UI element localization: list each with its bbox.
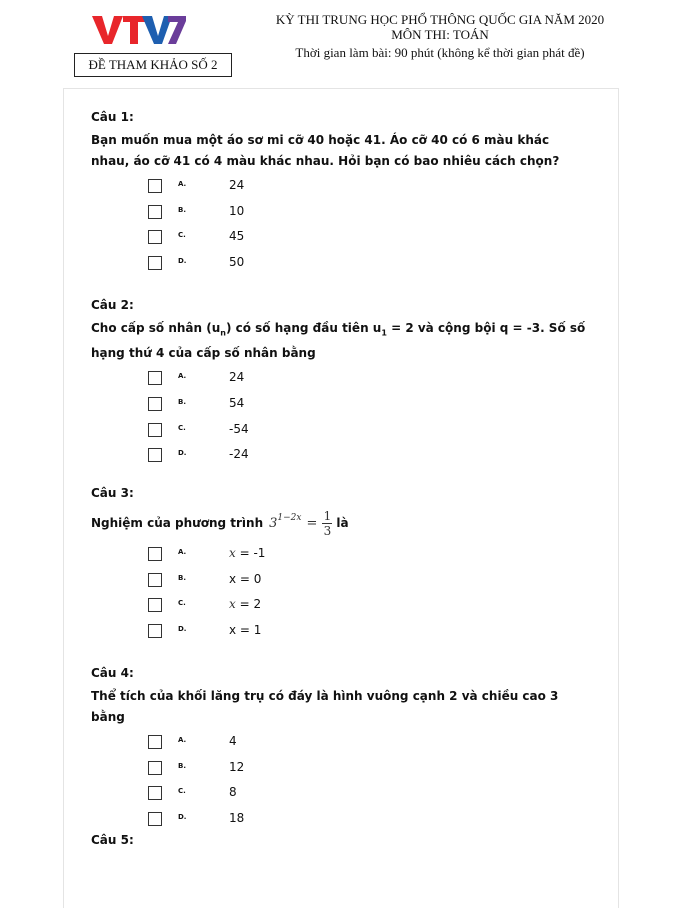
- option-c[interactable]: [91, 229, 591, 255]
- question-label: Câu 1:: [91, 110, 134, 124]
- option-value: x = 1: [229, 622, 262, 637]
- checkbox[interactable]: [148, 547, 162, 561]
- option-letter: C.: [178, 231, 186, 240]
- option-letter: D.: [178, 812, 187, 821]
- option-value: 54: [229, 395, 245, 410]
- option-d[interactable]: [91, 255, 591, 281]
- checkbox[interactable]: [148, 256, 162, 270]
- answer-options: [91, 178, 591, 280]
- option-letter: D.: [178, 449, 187, 458]
- question-label: Câu 2:: [91, 298, 134, 312]
- option-value: 4: [229, 734, 237, 748]
- exam-subject: MÔN THI: TOÁN: [391, 27, 489, 42]
- question-5: [91, 832, 591, 853]
- question-text: Thể tích của khối lăng trụ có đáy là hình vuông cạnh 2 và chiều cao 3 bằng: [91, 689, 559, 724]
- question-label: Câu 3:: [91, 486, 134, 500]
- option-value: -54: [229, 421, 249, 436]
- option-c[interactable]: [91, 422, 591, 448]
- question-4: [91, 665, 591, 836]
- option-d[interactable]: [91, 447, 591, 473]
- option-letter: A.: [178, 180, 187, 188]
- option-value: 8: [229, 785, 237, 800]
- option-a[interactable]: [91, 370, 591, 396]
- checkbox[interactable]: [148, 179, 162, 193]
- question-text: Cho cấp số nhân $(u_n)$ có số hạng đầu tiên $u_1 = 2$ và cộng bội q = -3. Số số hạng thứ 4 của cấp số nhân bằng: [91, 321, 586, 361]
- option-value: 10: [229, 203, 245, 218]
- option-value: 24: [229, 370, 245, 385]
- option-value: -24: [229, 447, 249, 462]
- option-letter: B.: [178, 205, 186, 214]
- option-value: 45: [229, 229, 245, 244]
- checkbox[interactable]: [148, 573, 162, 587]
- exam-label-box: ĐỀ THAM KHẢO SỐ 2: [74, 53, 232, 77]
- question-text: Nghiệm của phương trình 3 $^{1-2x}$ = 1 3 là: [91, 508, 349, 538]
- option-letter: D.: [178, 624, 187, 633]
- option-value: x = -1: [229, 546, 266, 560]
- option-letter: C.: [178, 599, 186, 608]
- answer-options: [91, 734, 591, 836]
- answer-options: [91, 370, 591, 472]
- checkbox[interactable]: [148, 812, 162, 826]
- option-a[interactable]: [91, 178, 591, 204]
- option-d[interactable]: [91, 623, 591, 649]
- option-value: 12: [229, 759, 245, 774]
- checkbox[interactable]: [148, 371, 162, 385]
- option-value: x = 0: [229, 571, 262, 586]
- checkbox[interactable]: [148, 423, 162, 437]
- option-letter: D.: [178, 256, 187, 265]
- checkbox[interactable]: [148, 230, 162, 244]
- option-value: x = 2: [229, 597, 262, 612]
- checkbox[interactable]: [148, 761, 162, 775]
- exam-title: KỲ THI TRUNG HỌC PHỔ THÔNG QUỐC GIA NĂM 2020: [275, 12, 605, 27]
- question-1: [91, 109, 591, 280]
- checkbox[interactable]: [148, 598, 162, 612]
- checkbox[interactable]: [148, 397, 162, 411]
- question-text: Bạn muốn mua một áo sơ mi cỡ 40 hoặc 41. Áo cỡ 40 có 6 màu khác nhau, áo cỡ 41 có 4 màu khác nhau. Hỏi bạn có bao nhiêu cách chọn?: [91, 133, 560, 168]
- question-label: Câu 5:: [91, 833, 134, 847]
- option-letter: C.: [178, 787, 186, 796]
- option-letter: B.: [178, 397, 186, 406]
- equation: 3 $^{1-2x}$ = 1 3: [269, 508, 332, 538]
- option-letter: A.: [178, 372, 187, 381]
- option-letter: B.: [178, 761, 186, 770]
- checkbox[interactable]: [148, 735, 162, 749]
- answer-options: [91, 546, 591, 648]
- option-b[interactable]: [91, 204, 591, 230]
- exam-time: Thời gian làm bài: 90 phút (không kể thời gian phát đề): [295, 45, 585, 60]
- option-value: 24: [229, 178, 245, 192]
- option-letter: A.: [178, 736, 187, 744]
- checkbox[interactable]: [148, 448, 162, 462]
- checkbox[interactable]: [148, 786, 162, 800]
- option-letter: A.: [178, 548, 187, 556]
- option-letter: C.: [178, 423, 186, 432]
- question-card: [63, 88, 619, 908]
- exam-header: [240, 12, 640, 60]
- checkbox[interactable]: [148, 624, 162, 638]
- vtv7-logo: [92, 14, 186, 46]
- question-3: [91, 485, 591, 648]
- checkbox[interactable]: [148, 205, 162, 219]
- option-b[interactable]: [91, 572, 591, 598]
- option-c[interactable]: [91, 785, 591, 811]
- question-label: Câu 4:: [91, 666, 134, 680]
- option-a[interactable]: [91, 546, 591, 572]
- option-b[interactable]: [91, 760, 591, 786]
- question-2: [91, 297, 591, 473]
- option-a[interactable]: [91, 734, 591, 760]
- option-value: 50: [229, 254, 245, 269]
- option-b[interactable]: [91, 396, 591, 422]
- option-c[interactable]: [91, 597, 591, 623]
- option-letter: B.: [178, 573, 186, 582]
- option-value: 18: [229, 810, 245, 825]
